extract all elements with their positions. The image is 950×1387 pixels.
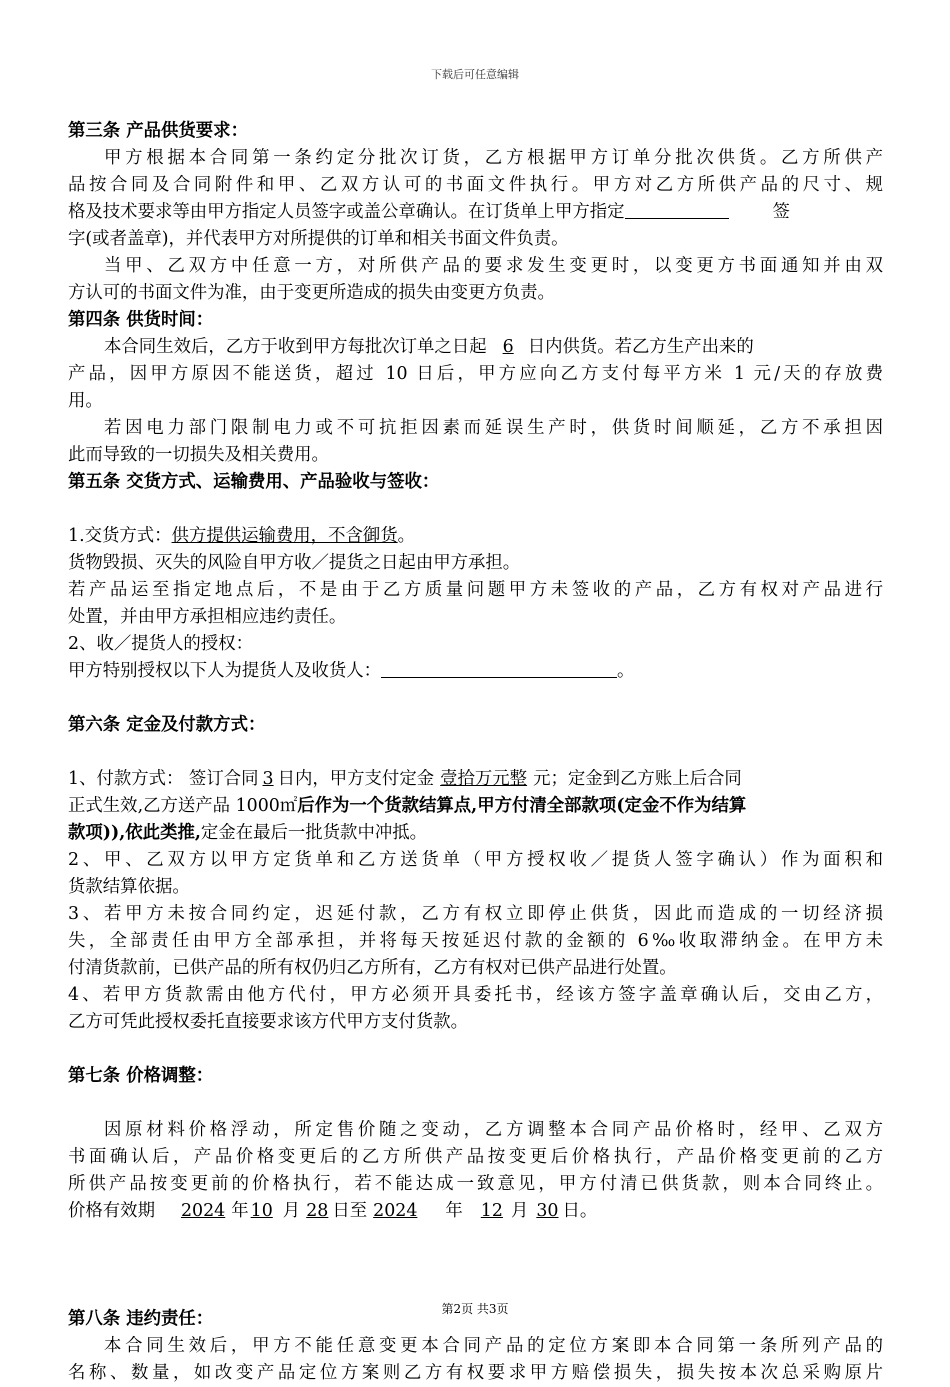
article-7-line: 书面确认后，产品价格变更后的乙方所供产品按变更后价格执行，产品价格变更前的乙方 [68,1147,883,1167]
start-year-value: 2024 [180,1201,226,1221]
article-3-line: 品按合同及合同附件和甲、乙双方认可的书面文件执行。甲方对乙方所供产品的尺寸、规 [68,175,883,195]
contract-body [68,118,883,1387]
article-3-line: 当甲、乙双方中任意一方，对所供产品的要求发生变更时，以变更方书面通知并由双 [104,256,883,276]
delivery-days-value: 6 [502,337,514,357]
article-6-line: 2、甲、乙双方以甲方定货单和乙方送货单（甲方授权收／提货人签字确认）作为面积和 [68,850,883,870]
article-3-line: 方认可的书面文件为准，由于变更所造成的损失由变更方负责。 [68,283,555,303]
article-7-title: 第七条 价格调整： [68,1066,214,1086]
article-6-line: 3、若甲方未按合同约定，迟延付款，乙方有权立即停止供货，因此而造成的一切经济损 [68,904,883,924]
article-8-title: 第八条 违约责任： [68,1309,214,1329]
article-6-line: 4、若甲方货款需由他方代付，甲方必须开具委托书，经该方签字盖章确认后，交由乙方， [68,985,883,1005]
article-6-line: 款项)),依此类推,定金在最后一批货款中冲抵。 [68,823,428,843]
article-6-line: 付清货款前，已供产品的所有权仍归乙方所有，乙方有权对已供产品进行处置。 [68,958,677,978]
article-7-line: 所供产品按变更前的价格执行，若不能达成一致意见，甲方付清已供货款，则本合同终止。 [68,1174,883,1194]
delivery-method-value: 供方提供运输费用，不含御货 [171,526,398,546]
deposit-days-value: 3 [262,769,274,789]
article-6-line: 1、付款方式： 签订合同 3 日内，甲方支付定金 壹拾万元整 元；定金到乙方账上后合同 [68,769,742,789]
deposit-amount-value: 壹拾万元整 [440,769,528,789]
article-3-title: 第三条 产品供货要求： [68,121,248,141]
article-8-line: 本合同生效后，甲方不能任意变更本合同产品的定位方案即本合同第一条所列产品的 [104,1336,883,1356]
start-month-value: 10 [250,1201,273,1221]
article-5-line: 1.交货方式：供方提供运输费用，不含御货。 [68,526,416,546]
article-7-line: 因原材料价格浮动，所定售价随之变动，乙方调整本合同产品价格时，经甲、乙双方 [104,1120,883,1140]
article-8-line: 名称、数量，如改变产品定位方案则乙方有权要求甲方赔偿损失，损失按本次总采购原片 [68,1363,883,1383]
article-3-line: 字(或者盖章)，并代表甲方对所提供的订单和相关书面文件负责。 [68,229,569,249]
article-4-line: 此而导致的一切损失及相关费用。 [68,445,329,465]
price-validity-line: 价格有效期 2024 年 10 月 28 日至 2024 年 12 月 30 日。 [68,1201,598,1221]
article-5-line: 若产品运至指定地点后，不是由于乙方质量问题甲方未签收的产品，乙方有权对产品进行 [68,580,883,600]
header-note: 下载后可任意编辑 [431,68,519,81]
start-day-value: 28 [306,1201,329,1221]
designated-person-blank[interactable] [625,200,729,219]
article-4-line: 本合同生效后，乙方于收到甲方每批次订单之日起 6 日内供货。若乙方生产出来的 [104,337,754,357]
article-5-line: 货物毁损、灭失的风险自甲方收／提货之日起由甲方承担。 [68,553,521,573]
article-6-line: 乙方可凭此授权委托直接要求该方代甲方支付货款。 [68,1012,468,1032]
article-6-title: 第六条 定金及付款方式： [68,715,266,735]
page-number: 第2页 共3页 [441,1302,509,1316]
article-4-line: 产品，因甲方原因不能送货，超过 10 日后，甲方应向乙方支付每平方米 1 元/天的存放费 [68,364,883,384]
article-5-line: 甲方特别授权以下人为提货人及收货人： 。 [68,661,635,681]
article-5-title: 第五条 交货方式、运输费用、产品验收与签收： [68,472,440,492]
article-4-line: 用。 [68,391,103,411]
article-3-line: 甲方根据本合同第一条约定分批次订货，乙方根据甲方订单分批次供货。乙方所供产 [104,148,883,168]
article-6-line: 货款结算依据。 [68,877,190,897]
article-4-line: 若因电力部门限制电力或不可抗拒因素而延误生产时，供货时间顺延，乙方不承担因 [104,418,883,438]
article-4-title: 第四条 供货时间： [68,310,214,330]
article-6-line: 失，全部责任由甲方全部承担，并将每天按延迟付款的金额的 6‰收取滞纳金。在甲方未 [68,931,883,951]
consignee-blank[interactable] [381,659,617,678]
article-5-line: 处置，并由甲方承担相应违约责任。 [68,607,347,627]
article-3-line: 格及技术要求等由甲方指定人员签字或盖公章确认。在订货单上甲方指定 签 [68,202,790,222]
article-6-line: 正式生效,乙方送产品 1000㎡后作为一个货款结算点,甲方付清全部款项(定金不作为结算 [68,796,747,816]
end-year-value: 2024 [373,1201,418,1221]
end-month-value: 12 [480,1201,503,1221]
article-5-line: 2、收／提货人的授权： [68,634,253,654]
end-day-value: 30 [536,1201,559,1221]
